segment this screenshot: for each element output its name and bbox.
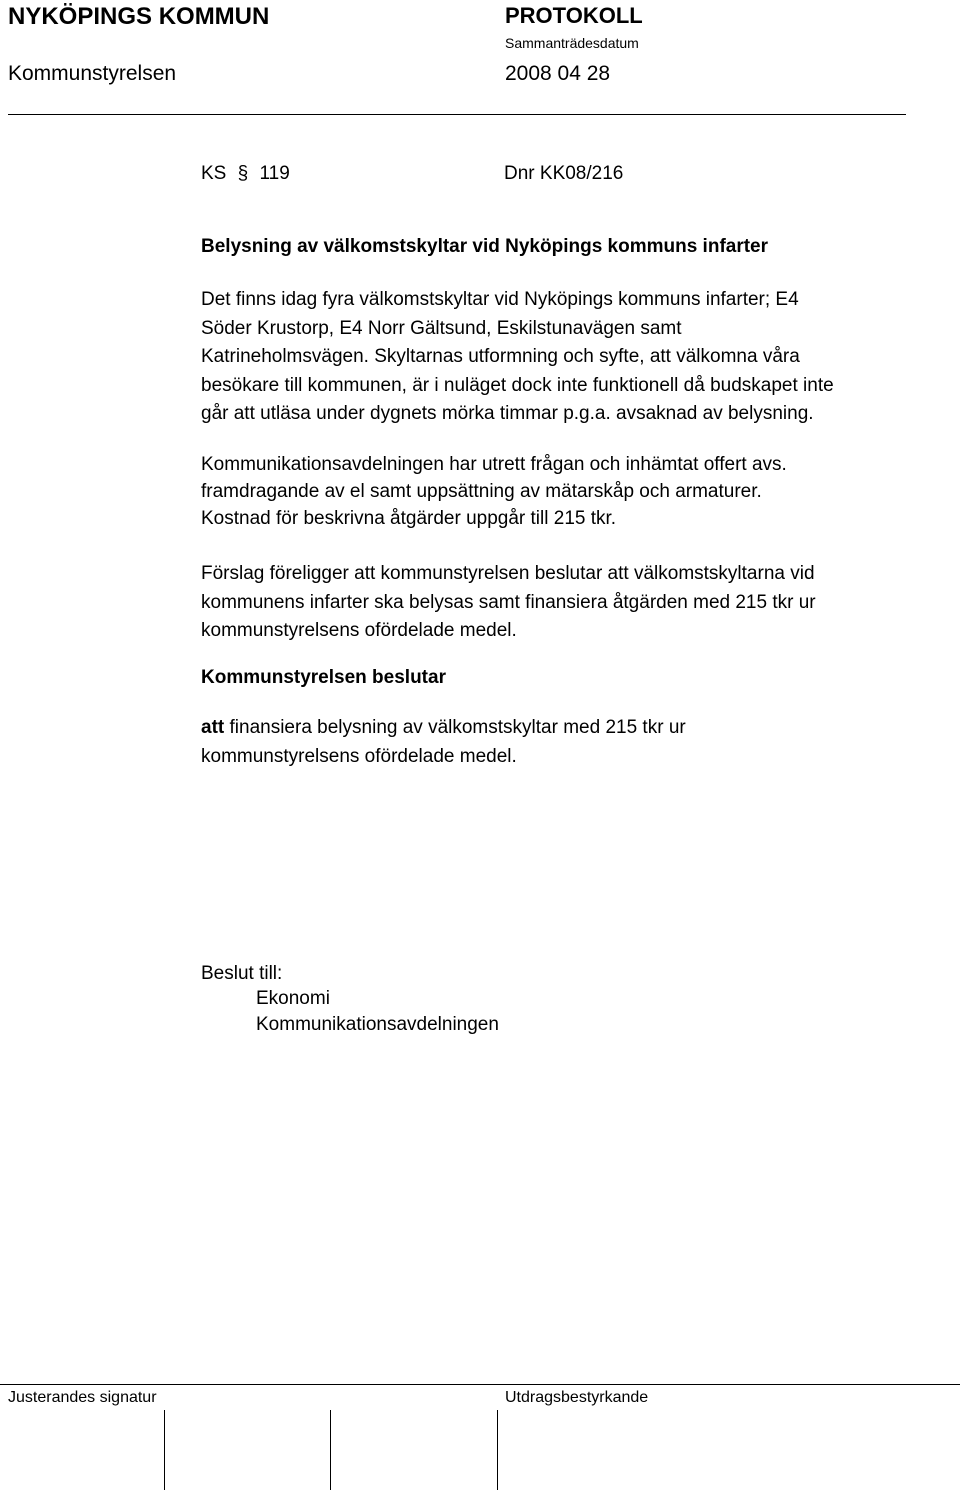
footer-rule bbox=[0, 1384, 960, 1385]
recipient-kommunikation: Kommunikationsavdelningen bbox=[256, 1014, 499, 1035]
signature-box-divider bbox=[164, 1410, 165, 1490]
signature-box-divider bbox=[497, 1410, 498, 1490]
text-line: Katrineholmsvägen. Skyltarnas utformning och syfte, att välkomna våra bbox=[201, 346, 800, 367]
decision-line-rest: finansiera belysning av välkomstskyltar med 215 tkr ur bbox=[224, 717, 686, 738]
text-line: Kommunikationsavdelningen har utrett frågan och inhämtat offert avs. bbox=[201, 454, 787, 475]
text-line: framdragande av el samt uppsättning av mätarskåp och armaturer. bbox=[201, 481, 762, 502]
text-line: besökare till kommunen, är i nuläget dock inte funktionell då budskapet inte bbox=[201, 374, 834, 396]
diary-number: Dnr KK08/216 bbox=[504, 163, 624, 184]
paragraph-background bbox=[201, 286, 921, 429]
case-reference bbox=[201, 160, 290, 189]
signature-box-divider bbox=[330, 1410, 331, 1490]
decision-heading: Kommunstyrelsen beslutar bbox=[201, 667, 446, 688]
text-line: kommunstyrelsens ofördelade medel. bbox=[201, 745, 517, 767]
item-title: Belysning av välkomstskyltar vid Nyköpings kommuns infarter bbox=[201, 236, 769, 257]
paragraph-investigation bbox=[201, 451, 921, 532]
document-type: PROTOKOLL bbox=[505, 3, 643, 28]
text-line: går att utläsa under dygnets mörka timmar p.g.a. avsaknad av belysning. bbox=[201, 403, 814, 424]
decision-text bbox=[201, 714, 921, 771]
text-line: kommunens infarter ska belysas samt finansiera åtgärden med 215 tkr ur bbox=[201, 591, 816, 613]
paragraph-proposal bbox=[201, 560, 921, 646]
distribution-label: Beslut till: bbox=[201, 963, 283, 984]
signature-label: Justerandes signatur bbox=[8, 1389, 157, 1406]
ks-number: 119 bbox=[259, 163, 290, 184]
extract-label: Utdragsbestyrkande bbox=[505, 1389, 649, 1406]
ks-prefix: KS bbox=[201, 163, 227, 184]
date-label: Sammanträdesdatum bbox=[505, 35, 639, 51]
text-line: Kostnad för beskrivna åtgärder uppgår till 215 tkr. bbox=[201, 508, 617, 529]
section-icon: § bbox=[237, 163, 249, 184]
text-line bbox=[201, 714, 921, 743]
header-rule bbox=[8, 114, 906, 115]
att-keyword: att bbox=[201, 717, 225, 738]
text-line: Söder Krustorp, E4 Norr Gältsund, Eskilstunavägen samt bbox=[201, 317, 682, 339]
text-line: kommunstyrelsens ofördelade medel. bbox=[201, 620, 517, 641]
meeting-date: 2008 04 28 bbox=[505, 62, 611, 85]
committee-name: Kommunstyrelsen bbox=[8, 62, 177, 85]
recipient-ekonomi: Ekonomi bbox=[256, 988, 330, 1009]
municipality-name: NYKÖPINGS KOMMUN bbox=[8, 3, 270, 30]
text-line: Det finns idag fyra välkomstskyltar vid Nyköpings kommuns infarter; E4 bbox=[201, 289, 799, 310]
text-line: Förslag föreligger att kommunstyrelsen beslutar att välkomstskyltarna vid bbox=[201, 563, 815, 584]
